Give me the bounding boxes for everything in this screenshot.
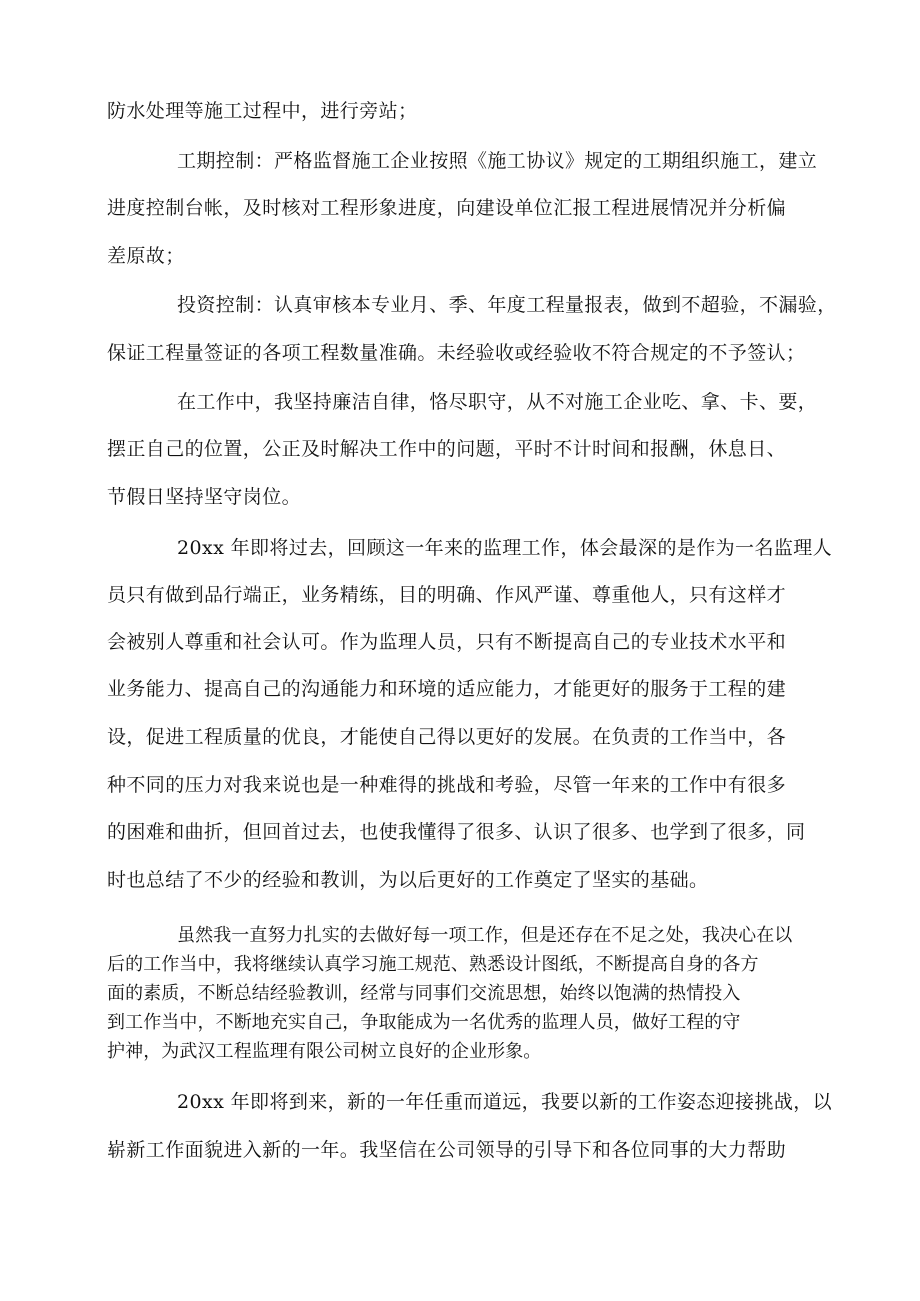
paragraph-line: 在工作中，我坚持廉洁自律，恪尽职守，从不对施工企业吃、拿、卡、要，: [177, 391, 818, 413]
paragraph-line: 保证工程量签证的各项工程数量准确。未经验收或经验收不符合规定的不予签认；: [107, 342, 806, 364]
paragraph-line: 会被别人尊重和社会认可。作为监理人员，只有不断提高自己的专业技术水平和: [107, 631, 787, 653]
paragraph-line: 的困难和曲折，但回首过去，也使我懂得了很多、认识了很多、也学到了很多，同: [107, 821, 806, 843]
paragraph-line: 20xx 年即将到来，新的一年任重而道远，我要以新的工作姿态迎接挑战，以: [177, 1091, 833, 1113]
paragraph-line: 员只有做到品行端正，业务精练，目的明确、作风严谨、尊重他人，只有这样才: [107, 584, 787, 606]
paragraph-line: 后的工作当中，我将继续认真学习施工规范、熟悉设计图纸，不断提高自身的各方: [107, 954, 759, 975]
paragraph-line: 节假日坚持坚守岗位。: [107, 486, 302, 508]
paragraph-line: 护神，为武汉工程监理有限公司树立良好的企业形象。: [107, 1041, 542, 1062]
paragraph-line: 防水处理等施工过程中，进行旁站；: [107, 100, 418, 122]
paragraph-line: 业务能力、提高自己的沟通能力和环境的适应能力，才能更好的服务于工程的建: [107, 678, 787, 700]
paragraph-line: 投资控制：认真审核本专业月、季、年度工程量报表，做到不超验，不漏验，: [177, 294, 837, 316]
paragraph-line: 工期控制：严格监督施工企业按照《施工协议》规定的工期组织施工，建立: [177, 150, 818, 172]
paragraph-line: 到工作当中，不断地充实自己，争取能成为一名优秀的监理人员，做好工程的守: [107, 1012, 741, 1033]
paragraph-line: 摆正自己的位置，公正及时解决工作中的问题，平时不计时间和报酬，休息日、: [107, 438, 787, 460]
paragraph-line: 虽然我一直努力扎实的去做好每一项工作，但是还存在不足之处，我决心在以: [177, 925, 793, 946]
paragraph-line: 差原故；: [107, 245, 185, 267]
paragraph-line: 时也总结了不少的经验和教训，为以后更好的工作奠定了坚实的基础。: [107, 869, 709, 891]
paragraph-line: 面的素质，不断总结经验教训，经常与同事们交流思想，始终以饱满的热情投入: [107, 983, 741, 1004]
paragraph-line: 崭新工作面貌进入新的一年。我坚信在公司领导的引导下和各位同事的大力帮助: [107, 1139, 787, 1161]
paragraph-line: 种不同的压力对我来说也是一种难得的挑战和考验，尽管一年来的工作中有很多: [107, 774, 787, 796]
paragraph-line: 设，促进工程质量的优良，才能使自己得以更好的发展。在负责的工作当中，各: [107, 726, 787, 748]
paragraph-line: 20xx 年即将过去，回顾这一年来的监理工作，体会最深的是作为一名监理人: [177, 537, 833, 559]
paragraph-line: 进度控制台帐，及时核对工程形象进度，向建设单位汇报工程进展情况并分析偏: [107, 197, 787, 219]
